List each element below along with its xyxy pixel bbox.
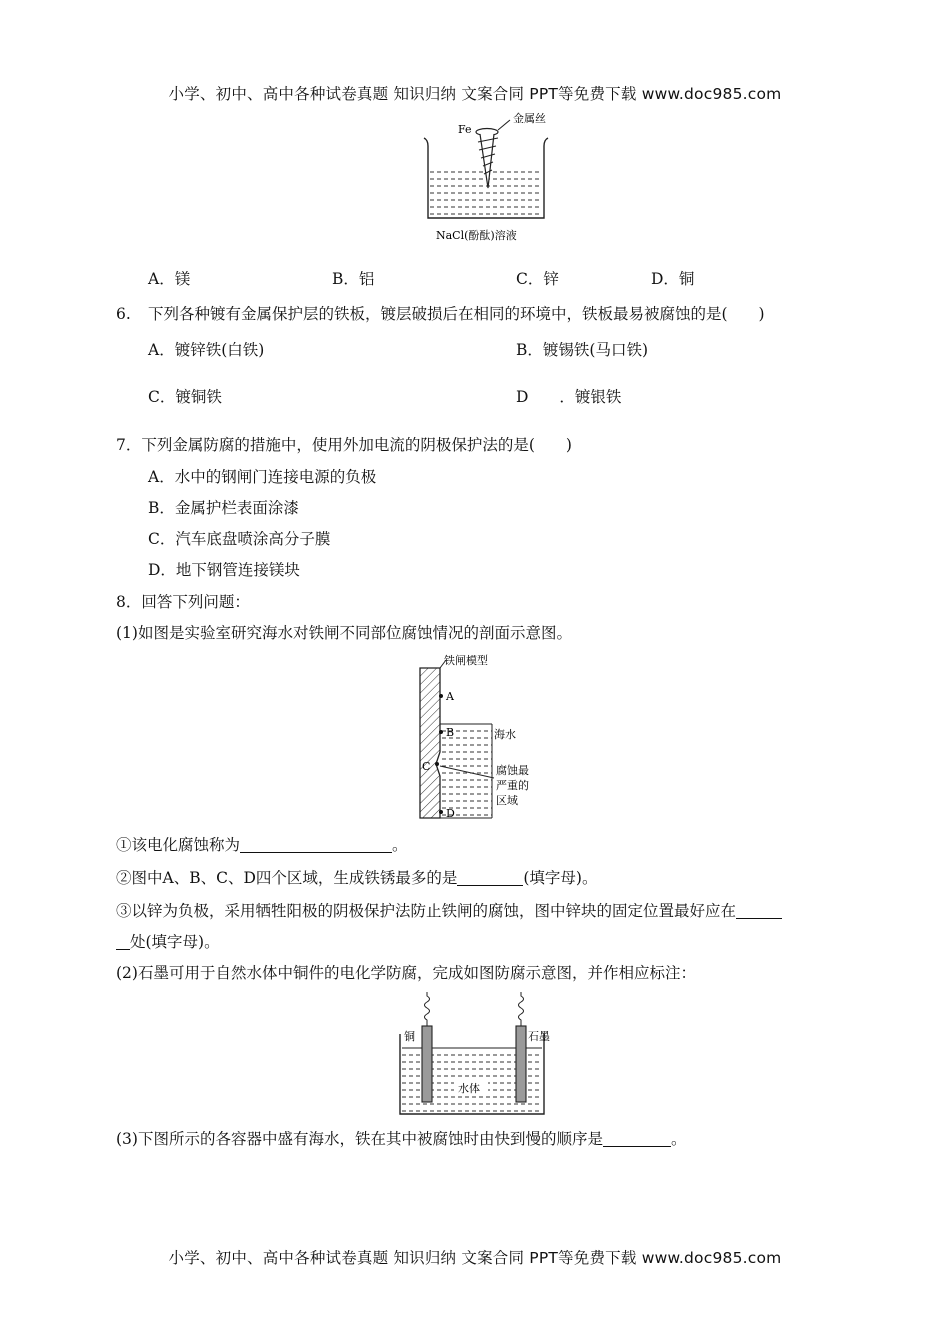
copper-label: 铜 [404, 1030, 415, 1043]
q8-part3 [116, 1128, 686, 1150]
q8-sub3-cont-text: 处(填字母)。 [130, 933, 220, 951]
q7-option-d: D．地下钢管连接镁块 [148, 561, 300, 579]
page-footer: 小学、初中、高中各种试卷真题 知识归纳 文案合同 PPT等免费下载 www.doc985.com [168, 1249, 782, 1267]
point-a: A [446, 690, 454, 703]
fe-label: Fe [458, 123, 472, 136]
seawater-label: 海水 [494, 728, 516, 741]
wire-label: 金属丝 [513, 112, 546, 125]
page-header: 小学、初中、高中各种试卷真题 知识归纳 文案合同 PPT等免费下载 www.doc985.com [168, 85, 782, 103]
point-d: D [446, 807, 455, 820]
answer-blank-2[interactable] [457, 869, 523, 886]
q7-option-a: A．水中的钢闸门连接电源的负极 [148, 468, 377, 486]
answer-blank-1[interactable] [240, 836, 392, 853]
copper-graphite-figure [394, 988, 558, 1118]
region-label-1: 腐蚀最 [496, 764, 529, 777]
region-label-3: 区域 [496, 794, 518, 807]
q6-stem: 下列各种镀有金属保护层的铁板，镀层破损后在相同的环境中，铁板最易被腐蚀的是( ) [148, 305, 765, 323]
q5-option-a: A．镁 [148, 270, 191, 288]
q8-sub2 [116, 867, 597, 889]
q8-stem: 8．回答下列问题： [116, 593, 250, 611]
gate-title: 铁闸模型 [444, 654, 488, 667]
q8-part2: (2)石墨可用于自然水体中铜件的电化学防腐，完成如图防腐示意图，并作相应标注： [116, 964, 696, 982]
q5-option-b: B．铝 [332, 270, 375, 288]
point-b: B [446, 726, 455, 739]
q8-sub3-text: ③以锌为负极，采用牺牲阳极的阴极保护法防止铁闸的腐蚀，图中锌块的固定位置最好应在 [116, 902, 737, 920]
q5-option-d: D．铜 [651, 270, 695, 288]
q8-sub2-text: ②图中A、B、C、D四个区域，生成铁锈最多的是 [116, 869, 458, 887]
q8-sub1-end: 。 [392, 836, 408, 854]
q8-part1: (1)如图是实验室研究海水对铁闸不同部位腐蚀情况的剖面示意图。 [116, 624, 572, 642]
answer-blank-4[interactable] [603, 1130, 671, 1147]
iron-gate-figure [410, 652, 550, 824]
q8-sub3-cont [116, 931, 220, 953]
q8-sub3 [116, 900, 782, 922]
q8-sub2-end: (填字母)。 [523, 869, 598, 887]
solution-caption: NaCl(酚酞)溶液 [436, 229, 517, 242]
beaker-figure [418, 108, 560, 246]
q6-option-c: C．镀铜铁 [148, 388, 222, 406]
q7-option-c: C．汽车底盘喷涂高分子膜 [148, 530, 331, 548]
q7-option-b: B．金属护栏表面涂漆 [148, 499, 299, 517]
graphite-label: 石墨 [528, 1030, 550, 1043]
q7-stem: 7．下列金属防腐的措施中，使用外加电流的阴极保护法的是( ) [116, 436, 572, 454]
q6-option-d: D ．镀银铁 [516, 388, 622, 406]
q5-option-c: C．锌 [516, 270, 559, 288]
point-c: C [422, 760, 431, 773]
q6-option-a: A．镀锌铁(白铁) [148, 341, 265, 359]
q8-part3-end: 。 [670, 1130, 687, 1148]
water-label: 水体 [458, 1082, 480, 1095]
q8-sub1 [116, 834, 408, 856]
q6-number: 6. [116, 305, 131, 323]
answer-blank-3a[interactable] [736, 902, 782, 919]
region-label-2: 严重的 [496, 779, 529, 792]
answer-blank-3b[interactable] [116, 933, 130, 950]
q6-option-b: B．镀锡铁(马口铁) [516, 341, 648, 359]
q8-part3-text: (3)下图所示的各容器中盛有海水，铁在其中被腐蚀时由快到慢的顺序是 [116, 1130, 603, 1148]
q8-sub1-text: ①该电化腐蚀称为 [116, 836, 241, 854]
